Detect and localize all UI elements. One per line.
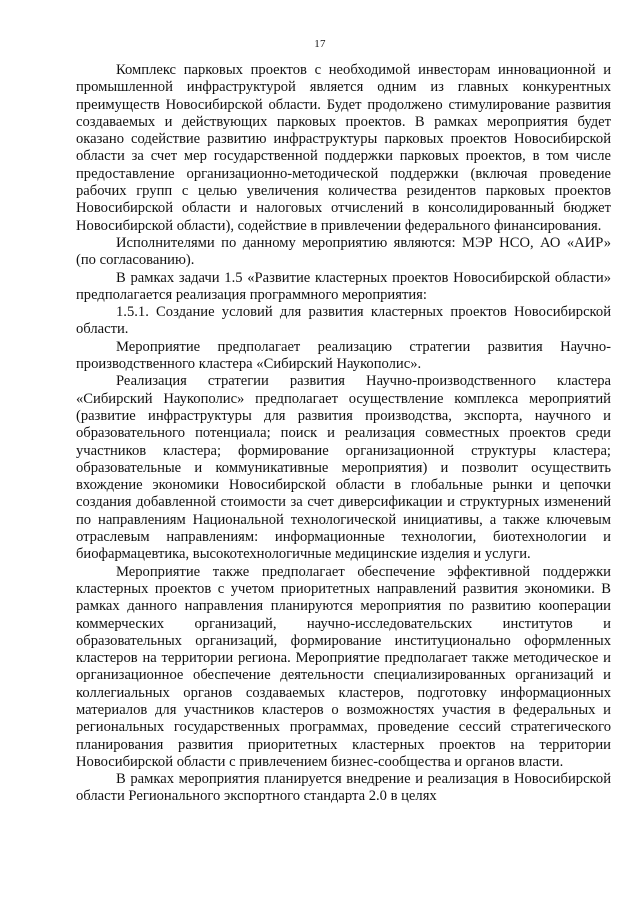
page-number: 17 [314, 38, 326, 50]
paragraph-park-projects: Комплекс парковых проектов с необходимой инвесторам инновационной и промышленной инфраструктурой является одним из главных конкурентных преимуществ Новосибирской области. Будет продолжено стимулирование развития создаваемых и действующих парковых проектов. В рамках мероприятия будет оказано содействие развитию инфраструктуры парковых проектов Новосибирской области за счет мер государственной поддержки парковых проектов, в том числе предоставление организационно-методической поддержки (включая проведение рабочих групп с целью увеличения количества резидентов парковых проектов Новосибирской области и налоговых отчислений в консолидированный бюджет Новосибирской области), содействие в привлечении федерального финансирования. [76, 62, 611, 234]
paragraph-cluster-strategy: Мероприятие предполагает реализацию стратегии развития Научно-производственного кластера «Сибирский Наукополис». [76, 338, 611, 373]
paragraph-export-standard: В рамках мероприятия планируется внедрение и реализация в Новосибирской области Регионального экспортного стандарта 2.0 в целях [76, 771, 611, 805]
paragraph-task-1-5: В рамках задачи 1.5 «Развитие кластерных проектов Новосибирской области» предполагается реализация программного мероприятия: [76, 269, 611, 303]
paragraph-cluster-support: Мероприятие также предполагает обеспечение эффективной поддержки кластерных проектов с учетом приоритетных направлений развития экономики. В рамках данного направления планируются мероприятия по развитию кооперации коммерческих организаций, научно-исследовательских институтов и образовательных организаций, формирование институционально оформленных кластеров на территории региона. Мероприятие предполагает также методическое и организационное обеспечение деятельности специализированных организаций и коллегиальных органов создаваемых кластеров, подготовку информационных материалов для участников кластеров о возможностях участия в федеральных и региональных государственных программах, проведение сессий стратегического планирования развития приоритетных кластерных проектов на территории Новосибирской области с привлечением бизнес-сообщества и органов власти. [76, 563, 611, 770]
paragraph-strategy-implementation: Реализация стратегии развития Научно-производственного кластера «Сибирский Наукополис» предполагает осуществление комплекса мероприятий (развитие инфраструктуры для развития производства, экспорта, научного и образовательного потенциала; поиск и реализация совместных проектов среди участников кластера; формирование организационной структуры кластера; образовательные и коммуникативные мероприятия) и позволит осуществить вхождение экономики Новосибирской области в глобальные рынки и цепочки создания добавленной стоимости за счет диверсификации и структурных изменений по направлениям Национальной технологической инициативы, а также ключевым отраслевым направлениям: информационные технологии, биотехнологии и биофармацевтика, высокотехнологичные медицинские изделия и услуги. [76, 373, 611, 563]
paragraph-measure-1-5-1: 1.5.1. Создание условий для развития кластерных проектов Новосибирской области. [76, 304, 611, 338]
document-body [76, 62, 611, 806]
paragraph-executors: Исполнителями по данному мероприятию являются: МЭР НСО, АО «АИР» (по согласованию). [76, 234, 611, 269]
